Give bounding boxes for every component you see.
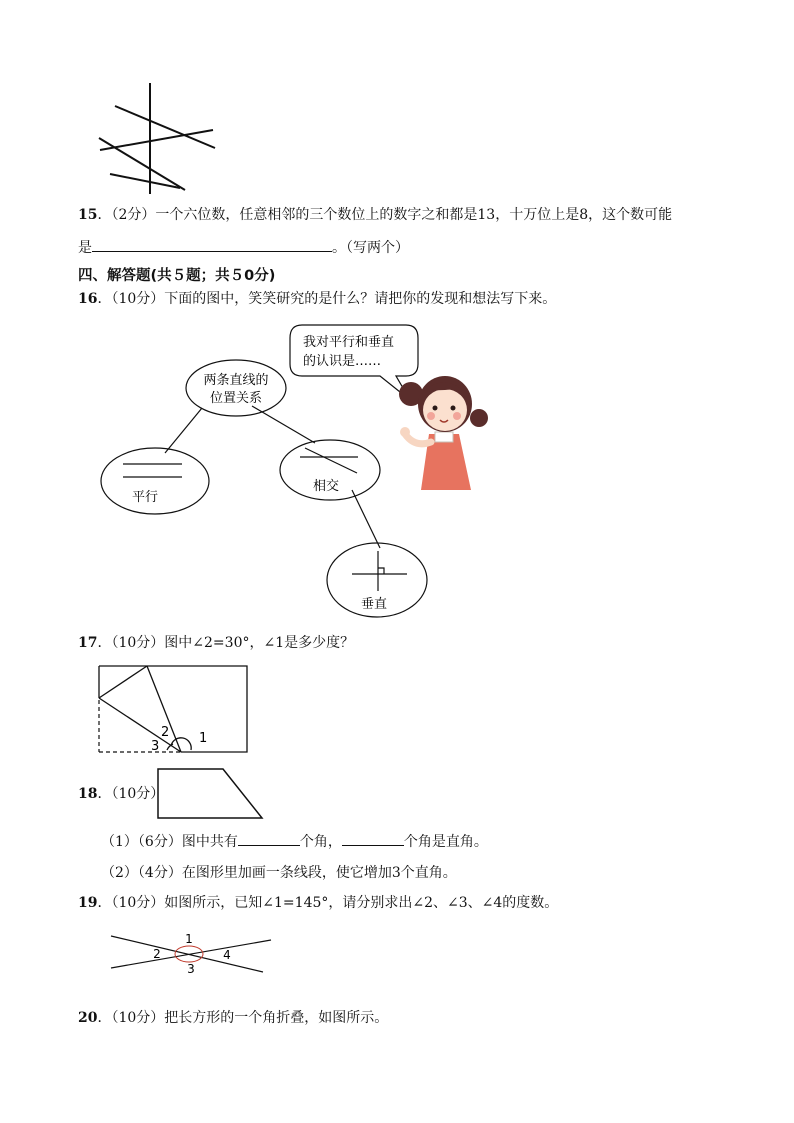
answer-blank-angles[interactable] (238, 831, 300, 846)
trapezoid (158, 769, 262, 818)
question-number: 17 (78, 635, 98, 651)
right-angle-mark (378, 568, 384, 574)
arm (405, 434, 431, 444)
speech-text-1: 我对平行和垂直 (303, 335, 395, 350)
hand (400, 427, 410, 437)
part1-text: （1）（6分）图中共有 (101, 834, 238, 850)
line-a (115, 106, 215, 148)
collar (435, 432, 453, 442)
intersect-label: 相交 (312, 479, 340, 494)
parallel-label: 平行 (131, 490, 159, 505)
part1-text-mid: 个角， (299, 834, 342, 850)
hair-bun-right (470, 409, 488, 427)
question-text: ．（10分）下面的图中，笑笑研究的是什么？请把你的发现和想法写下来。 (97, 291, 557, 307)
face (423, 389, 467, 431)
question-18-part2: （2）（4分）在图形里加画一条线段，使它增加3个直角。 (101, 865, 457, 881)
question-18-part1 (101, 831, 488, 851)
angle-label-1: 1 (199, 731, 208, 746)
center-label-2: 位置关系 (209, 391, 263, 406)
fold-edge (99, 666, 147, 698)
angle-label-4: 4 (223, 948, 231, 962)
question-number: 15 (78, 207, 98, 223)
angle-label-2: 2 (153, 947, 161, 961)
question-20 (78, 1008, 388, 1028)
center-bubble (186, 360, 286, 416)
question-16 (78, 289, 556, 309)
angle-label-1: 1 (185, 932, 193, 946)
question-15 (78, 205, 672, 225)
question-text: ．（10分）图中∠2=30°，∠1是多少度？ (97, 635, 355, 651)
answer-blank[interactable] (92, 237, 332, 252)
girl-illustration (393, 362, 493, 497)
angle-label-2: 2 (161, 725, 170, 740)
cheek-left (427, 412, 435, 420)
cheek-right (453, 412, 461, 420)
perpendicular-label: 垂直 (360, 597, 388, 612)
question-number: 19 (78, 895, 98, 911)
angle-label-3: 3 (151, 739, 160, 754)
angle-label-3: 3 (187, 962, 195, 976)
center-label-1: 两条直线的 (203, 373, 269, 388)
speech-text-2: 的认识是…… (303, 354, 382, 369)
question-number: 16 (78, 291, 98, 307)
answer-prefix: 是 (78, 240, 92, 256)
connector (352, 490, 380, 548)
part1-text-end: 个角是直角。 (403, 834, 488, 850)
folded-rectangle-figure (95, 660, 255, 760)
question-number: 20 (78, 1010, 98, 1026)
question-text: ．（10分）如图所示，已知∠1=145°，请分别求出∠2、∠3、∠4的度数。 (97, 895, 559, 911)
question-18 (78, 784, 164, 804)
trapezoid-figure (155, 766, 270, 822)
intersect-line-2 (305, 448, 357, 473)
line-d (99, 138, 185, 190)
eye-left (433, 406, 438, 411)
question-17 (78, 633, 354, 653)
question-15-line2 (78, 237, 409, 258)
question-number: 18 (78, 786, 98, 802)
question-text: ．（10分） (97, 786, 165, 802)
section-title: 四、解答题(共５题；共５0分) (78, 268, 276, 284)
question-19 (78, 893, 558, 913)
connector (165, 408, 202, 453)
question-text: ．（2分）一个六位数，任意相邻的三个数位上的数字之和都是13，十万位上是8，这个数可能 (97, 207, 673, 223)
question-text: ．（10分）把长方形的一个角折叠，如图所示。 (97, 1010, 389, 1026)
crossing-lines-figure (95, 78, 225, 198)
answer-blank-right-angles[interactable] (342, 831, 404, 846)
intersecting-lines-figure (105, 928, 275, 978)
answer-suffix: 。（写两个） (332, 240, 409, 256)
eye-right (451, 406, 456, 411)
